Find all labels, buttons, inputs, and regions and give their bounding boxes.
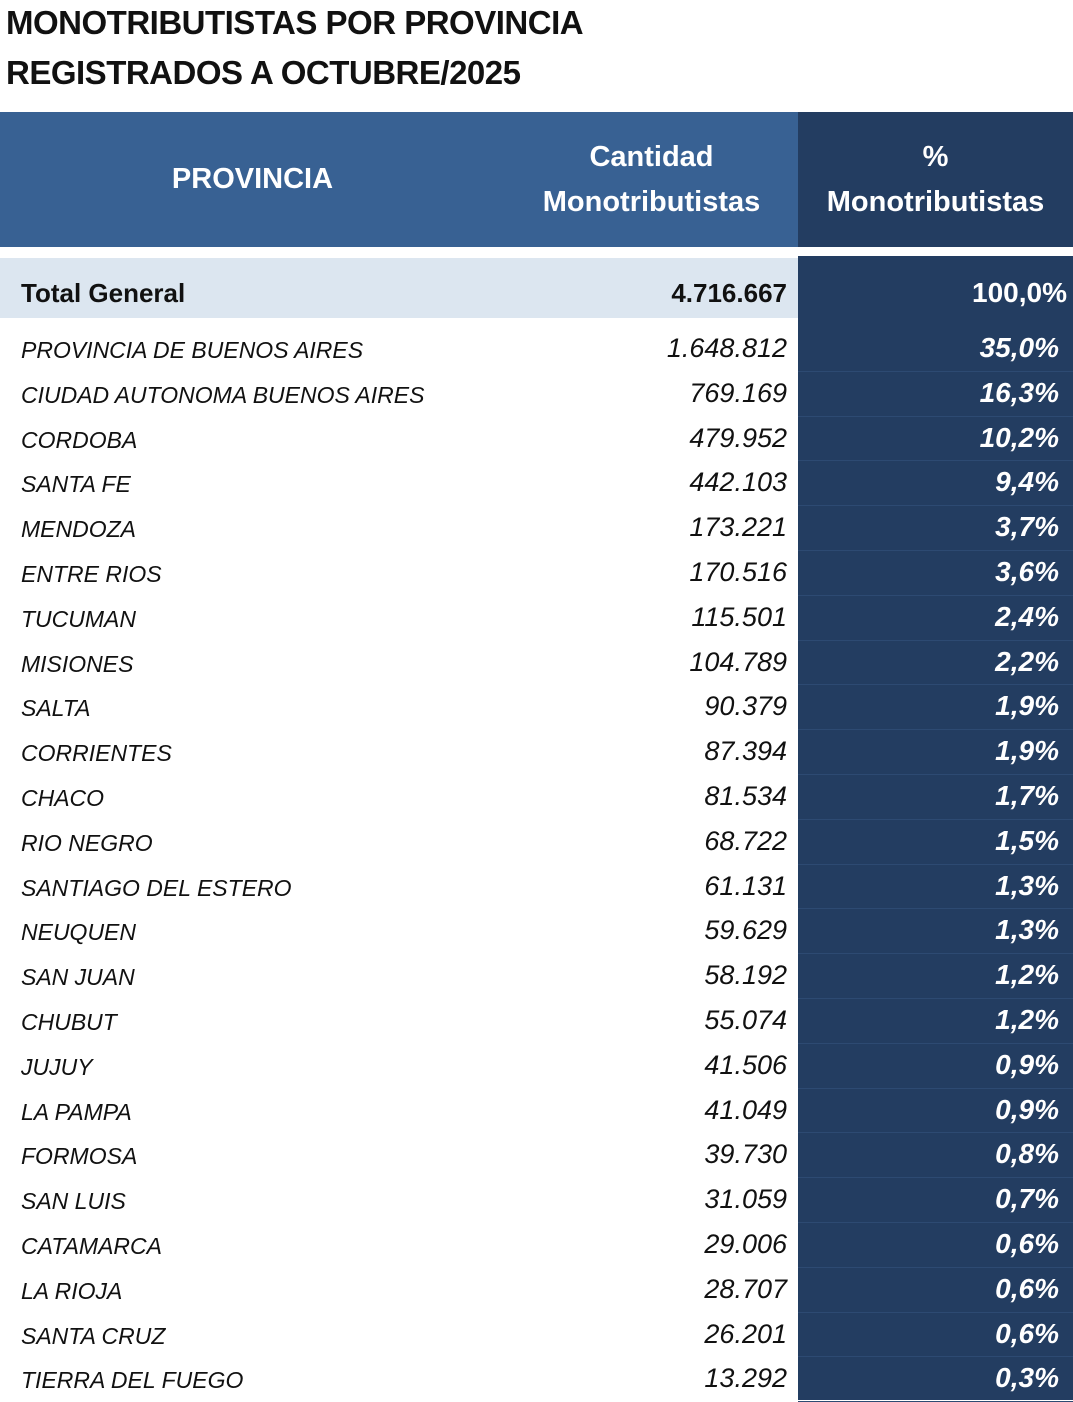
cell-cantidad: 769.169 [689,377,787,408]
cell-provincia: MENDOZA [21,516,136,543]
cell-pct: 0,8% [995,1138,1059,1170]
cell-cantidad: 13.292 [704,1363,787,1394]
cell-cantidad: 1.648.812 [666,333,787,363]
header-provincia [0,112,505,247]
cell-provincia: SANTA CRUZ [21,1322,166,1349]
cell-pct: 1,9% [995,735,1059,767]
cell-cantidad: 170.516 [689,556,787,587]
cell-pct: 0,9% [995,1093,1059,1125]
header-cantidad-line2: Monotributistas [542,185,761,218]
cell-cantidad: 39.730 [704,1139,787,1170]
cell-pct: 10,2% [979,421,1059,453]
cell-provincia: CORRIENTES [21,740,172,767]
table-row [0,417,1073,462]
cell-provincia: SAN JUAN [21,964,135,991]
cell-provincia: RIO NEGRO [21,829,153,856]
cell-pct: 1,7% [995,779,1059,811]
cell-provincia: CORDOBA [21,426,138,453]
table-row [0,1268,1073,1313]
table-row [0,954,1073,999]
cell-cantidad: 479.952 [689,422,787,453]
table-row [0,909,1073,954]
header-pct-line1: % [922,140,949,173]
header-cantidad-line1: Cantidad [589,140,714,173]
cell-cantidad: 28.707 [704,1273,787,1304]
cell-cantidad: 61.131 [704,870,787,901]
cell-provincia: SANTA FE [21,471,131,498]
table-row [0,999,1073,1044]
header-cantidad [505,112,798,247]
cell-pct: 0,6% [995,1272,1059,1304]
cell-cantidad: 26.201 [704,1318,787,1349]
cell-provincia: LA PAMPA [21,1098,132,1125]
cell-pct: 2,4% [995,600,1059,632]
table-row [0,1178,1073,1223]
cell-provincia: FORMOSA [21,1143,138,1170]
cell-provincia: SALTA [21,695,91,722]
table-row [0,775,1073,820]
table-row [0,1313,1073,1358]
cell-cantidad: 41.049 [704,1094,787,1125]
cell-pct: 1,2% [995,959,1059,991]
cell-provincia: SANTIAGO DEL ESTERO [21,874,292,901]
table-row [0,596,1073,641]
cell-cantidad: 58.192 [704,960,787,991]
cell-cantidad: 81.534 [704,780,787,811]
cell-cantidad: 31.059 [704,1184,787,1215]
cell-provincia: ENTRE RIOS [21,560,162,587]
cell-cantidad: 41.506 [704,1049,787,1080]
header-separator [0,247,798,256]
table-row [0,685,1073,730]
cell-provincia: CATAMARCA [21,1232,162,1259]
cell-pct: 1,5% [995,824,1059,856]
header-pct-line2: Monotributistas [826,185,1045,218]
cell-pct: 0,3% [995,1362,1059,1394]
cell-pct: 0,9% [995,1048,1059,1080]
total-label: Total General [21,278,186,308]
cell-pct: 16,3% [979,376,1059,408]
table-row [0,1223,1073,1268]
table-row [0,1089,1073,1134]
page-subtitle: REGISTRADOS A OCTUBRE/2025 [6,54,521,91]
cell-cantidad: 29.006 [704,1228,787,1259]
cell-pct: 1,9% [995,690,1059,722]
table-body [0,327,1073,1402]
total-cantidad: 4.716.667 [671,278,787,308]
cell-pct: 3,6% [995,555,1059,587]
cell-provincia: CIUDAD AUTONOMA BUENOS AIRES [21,381,425,408]
header-pct [798,112,1073,247]
table-row [0,1133,1073,1178]
cell-provincia: JUJUY [21,1053,93,1080]
cell-cantidad: 173.221 [689,512,787,543]
table-row [0,865,1073,910]
cell-cantidad: 87.394 [704,736,787,767]
table-row [0,730,1073,775]
table-row [0,1044,1073,1089]
cell-cantidad: 90.379 [704,691,787,722]
cell-pct: 0,6% [995,1317,1059,1349]
cell-pct: 1,3% [995,914,1059,946]
cell-cantidad: 442.103 [689,467,787,498]
page-title: MONOTRIBUTISTAS POR PROVINCIA [6,4,584,41]
table-row [0,327,1073,372]
cell-pct: 9,4% [995,466,1059,498]
cell-provincia: TIERRA DEL FUEGO [21,1367,244,1394]
header-provincia-label: PROVINCIA [171,163,334,195]
cell-pct: 2,2% [995,645,1059,677]
table-header [0,112,1073,247]
cell-provincia: PROVINCIA DE BUENOS AIRES [21,337,364,363]
cell-pct: 0,7% [995,1183,1059,1215]
table-row [0,641,1073,686]
cell-pct: 3,7% [995,511,1059,543]
cell-provincia: LA RIOJA [21,1277,123,1304]
table-row [0,461,1073,506]
cell-provincia: TUCUMAN [21,605,136,632]
cell-pct: 1,2% [995,1003,1059,1035]
table-row [0,1357,1073,1402]
cell-cantidad: 55.074 [704,1004,787,1035]
cell-cantidad: 115.501 [691,601,787,632]
cell-provincia: CHACO [21,784,105,811]
cell-provincia: SAN LUIS [21,1188,126,1215]
cell-pct: 35,0% [979,332,1059,363]
cell-provincia: MISIONES [21,650,134,677]
cell-pct: 0,6% [995,1227,1059,1259]
cell-provincia: CHUBUT [21,1008,117,1035]
table-row [0,506,1073,551]
cell-cantidad: 68.722 [704,825,787,856]
cell-provincia: NEUQUEN [21,919,137,946]
cell-cantidad: 104.789 [689,646,787,677]
total-pct: 100,0% [972,277,1067,308]
cell-pct: 1,3% [995,869,1059,901]
table-row [0,551,1073,596]
table-row [0,372,1073,417]
cell-cantidad: 59.629 [704,915,787,946]
table-row [0,820,1073,865]
